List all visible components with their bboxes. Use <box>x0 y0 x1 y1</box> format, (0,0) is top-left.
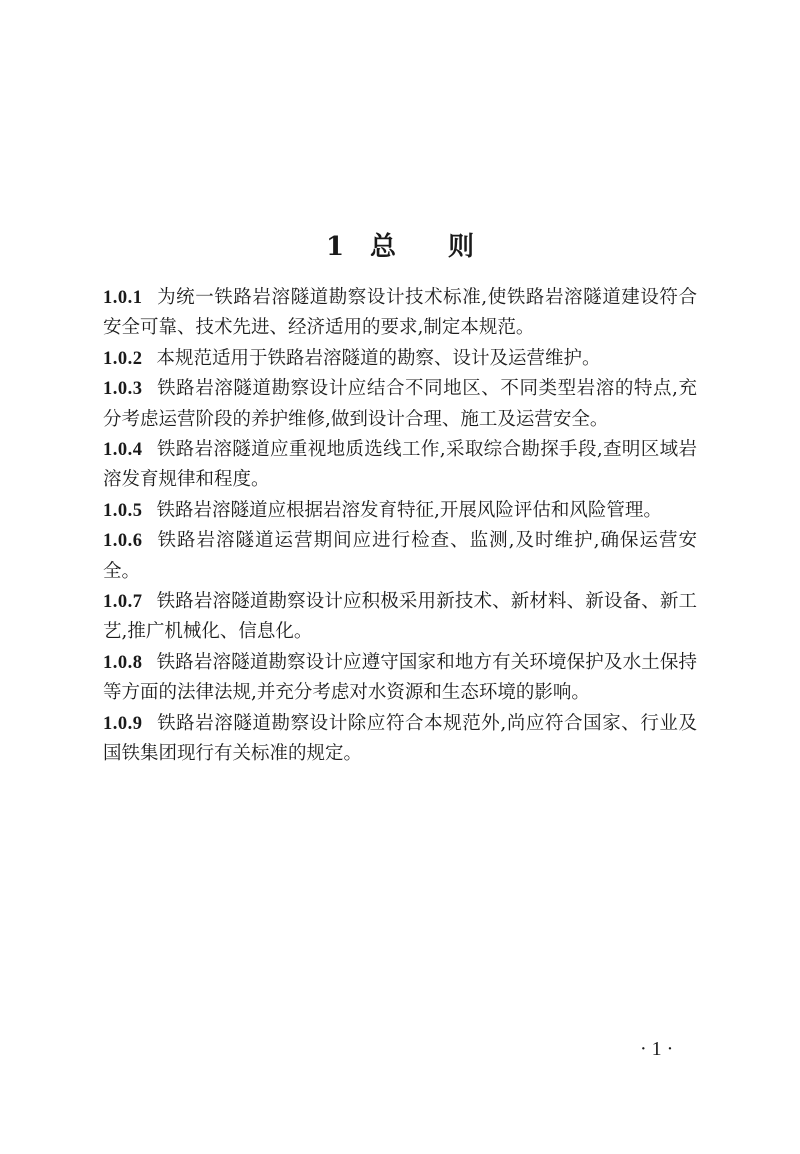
clause-number: 1.0.6 <box>103 531 143 552</box>
clause-1-0-3 <box>103 374 697 435</box>
chapter-number: 1 <box>325 232 345 263</box>
clause-1-0-7 <box>103 587 697 648</box>
clause-number: 1.0.4 <box>103 440 143 461</box>
clause-number: 1.0.2 <box>103 348 143 369</box>
clause-1-0-5 <box>103 496 697 526</box>
clause-1-0-8 <box>103 648 697 709</box>
clause-1-0-2 <box>103 344 697 374</box>
clause-1-0-4 <box>103 435 697 496</box>
clause-1-0-6 <box>103 526 697 587</box>
clause-number: 1.0.7 <box>103 592 143 613</box>
clause-1-0-9 <box>103 709 697 770</box>
clause-number: 1.0.5 <box>103 500 143 521</box>
clause-text: 铁路岩溶隧道运营期间应进行检查、监测,及时维护,确保运营安全。 <box>103 530 697 582</box>
clause-text: 铁路岩溶隧道应重视地质选线工作,采取综合勘探手段,查明区域岩溶发育规律和程度。 <box>103 439 697 491</box>
chapter-title-char-1: 总 <box>370 232 397 263</box>
clause-text: 铁路岩溶隧道勘察设计应遵守国家和地方有关环境保护及水土保持等方面的法律法规,并充分考虑对水资源和生态环境的影响。 <box>103 651 697 704</box>
clause-number: 1.0.9 <box>103 713 143 734</box>
clause-number: 1.0.8 <box>103 652 143 673</box>
clause-1-0-1 <box>103 283 697 344</box>
clause-list <box>103 283 697 770</box>
clause-text: 铁路岩溶隧道应根据岩溶发育特征,开展风险评估和风险管理。 <box>156 499 662 521</box>
chapter-title <box>0 229 800 265</box>
clause-text: 为统一铁路岩溶隧道勘察设计技术标准,使铁路岩溶隧道建设符合安全可靠、技术先进、经济适用的要求,制定本规范。 <box>103 287 697 339</box>
clause-number: 1.0.1 <box>103 288 143 308</box>
clause-text: 本规范适用于铁路岩溶隧道的勘察、设计及运营维护。 <box>156 347 601 369</box>
clause-text: 铁路岩溶隧道勘察设计应结合不同地区、不同类型岩溶的特点,充分考虑运营阶段的养护维修,做到设计合理、施工及运营安全。 <box>103 378 697 430</box>
clause-text: 铁路岩溶隧道勘察设计应积极采用新技术、新材料、新设备、新工艺,推广机械化、信息化。 <box>103 591 697 643</box>
page-number: · 1 · <box>640 1038 674 1060</box>
clause-number: 1.0.3 <box>103 379 143 400</box>
chapter-title-char-2: 则 <box>448 232 475 263</box>
clause-text: 铁路岩溶隧道勘察设计除应符合本规范外,尚应符合国家、行业及国铁集团现行有关标准的规定。 <box>103 712 697 765</box>
